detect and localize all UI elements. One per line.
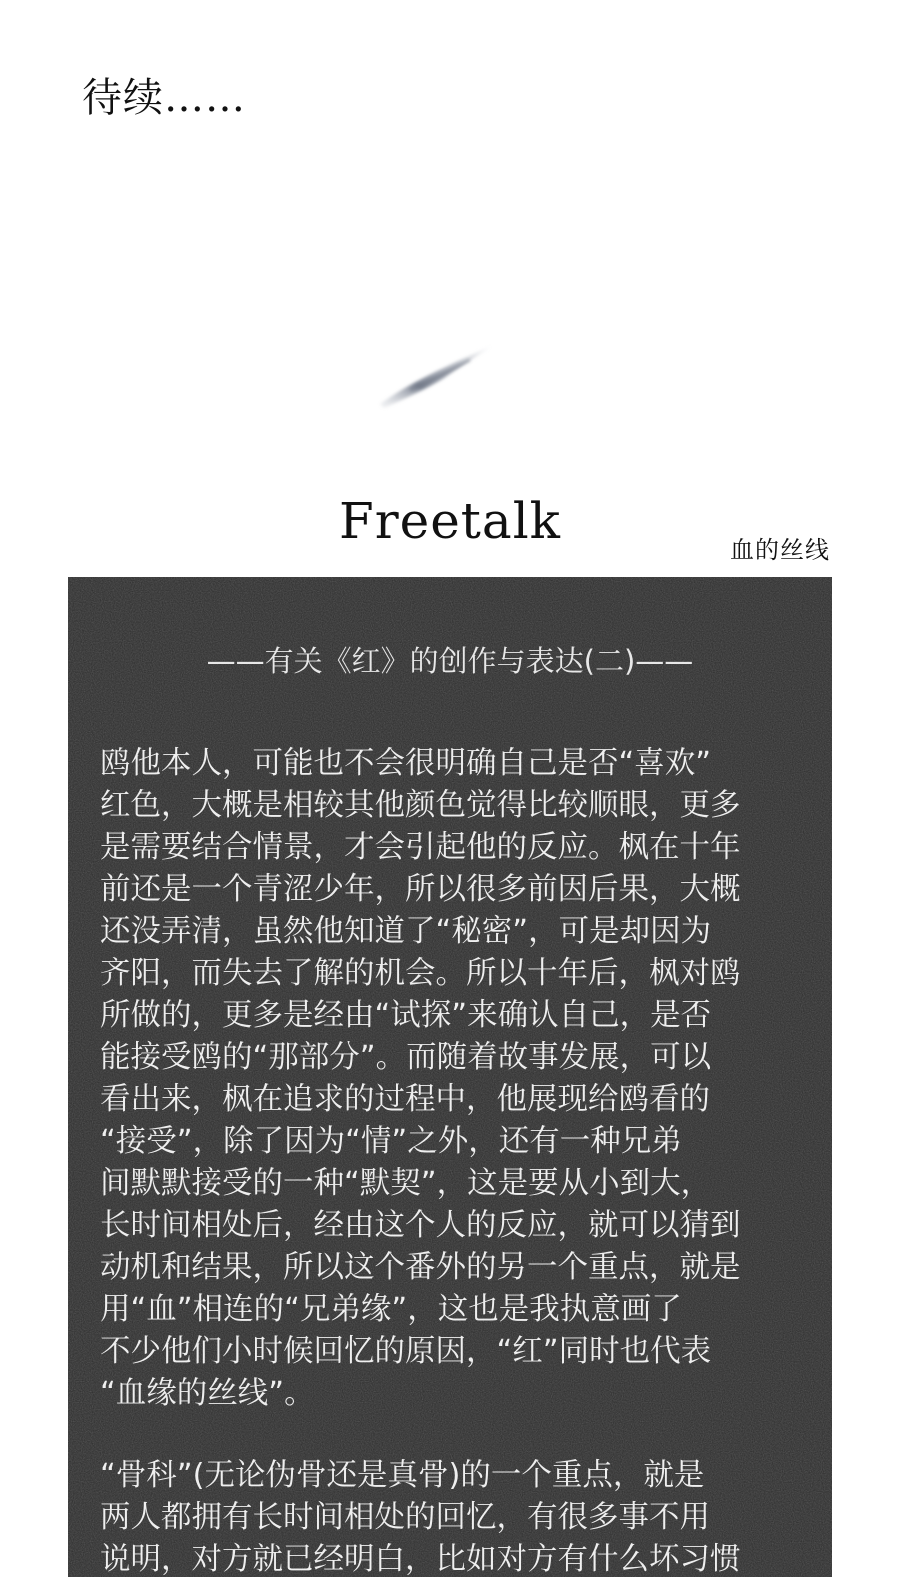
text-line: “接受”，除了因为“情”之外，还有一种兄弟 (100, 1124, 682, 1159)
text-line: 间默默接受的一种“默契”，这是要从小到大， (100, 1166, 712, 1201)
to-be-continued-text: 待续…… (82, 75, 246, 121)
text-line: “骨科”(无论伪骨还是真骨)的一个重点，就是 (100, 1458, 705, 1493)
text-line: “血缘的丝线”。 (100, 1376, 315, 1411)
text-line: 红色，大概是相较其他颜色觉得比较顺眼，更多 (100, 788, 741, 823)
paragraph-1 (100, 743, 810, 1415)
freetalk-panel (68, 577, 832, 1577)
text-line: 是需要结合情景，才会引起他的反应。枫在十年 (100, 830, 741, 865)
text-line: 用“血”相连的“兄弟缘”，这也是我执意画了 (100, 1292, 682, 1327)
text-line: 说明，对方就已经明白，比如对方有什么坏习惯 (100, 1542, 741, 1577)
text-line: 能接受鸥的“那部分”。而随着故事发展，可以 (100, 1040, 712, 1075)
text-line: 不少他们小时候回忆的原因，“红”同时也代表 (100, 1334, 712, 1369)
freetalk-title: Freetalk (339, 492, 561, 550)
text-line: 所做的，更多是经由“试探”来确认自己，是否 (100, 998, 712, 1033)
text-line: 鸥他本人，可能也不会很明确自己是否“喜欢” (100, 746, 712, 781)
brush-stroke-decoration (370, 338, 500, 418)
text-line: 前还是一个青涩少年，所以很多前因后果，大概 (100, 872, 741, 907)
text-line: 齐阳，而失去了解的机会。所以十年后，枫对鸥 (100, 956, 741, 991)
panel-body (100, 743, 810, 1577)
text-line: 看出来，枫在追求的过程中，他展现给鸥看的 (100, 1082, 710, 1117)
paragraph-2 (100, 1455, 810, 1577)
series-name: 血的丝线 (730, 536, 830, 564)
text-line: 还没弄清，虽然他知道了“秘密”，可是却因为 (100, 914, 712, 949)
text-line: 两人都拥有长时间相处的回忆，有很多事不用 (100, 1500, 710, 1535)
panel-subtitle: ——有关《红》的创作与表达(二)—— (206, 644, 694, 678)
text-line: 长时间相处后，经由这个人的反应，就可以猜到 (100, 1208, 741, 1243)
text-line: 动机和结果，所以这个番外的另一个重点，就是 (100, 1250, 741, 1285)
